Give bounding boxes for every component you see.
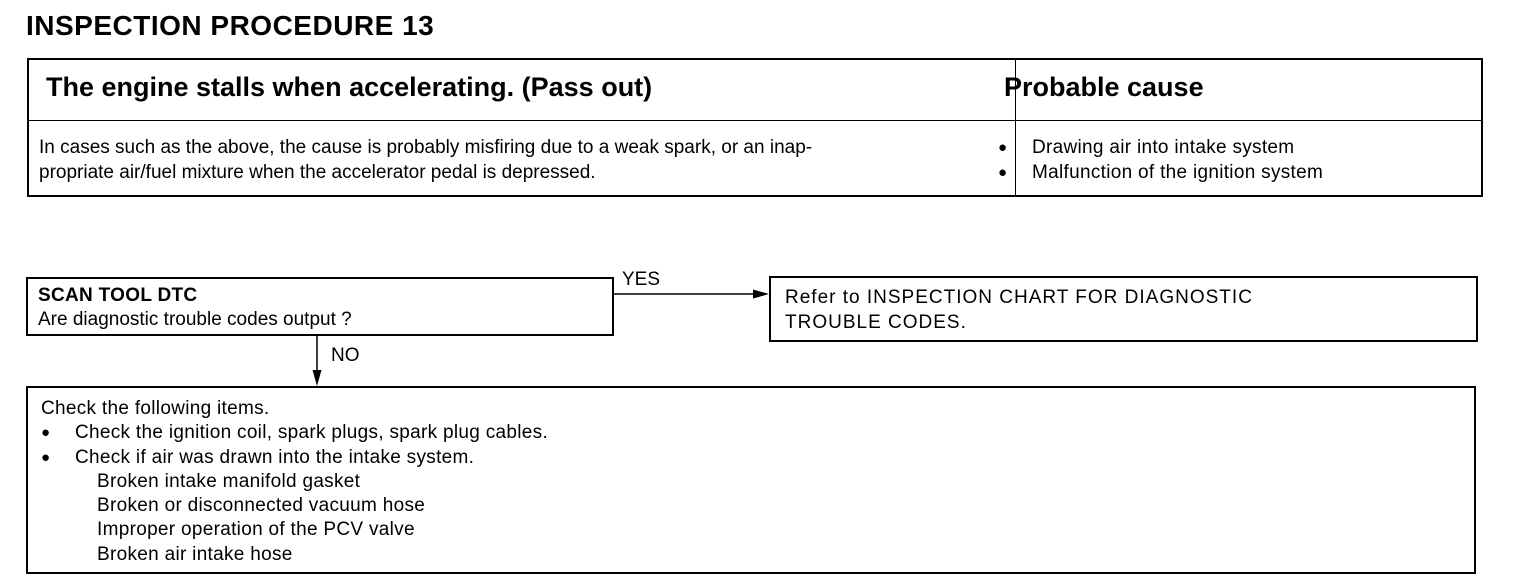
refer-text-line: Refer to INSPECTION CHART FOR DIAGNOSTIC bbox=[785, 287, 1253, 308]
bullet-icon: ● bbox=[998, 164, 1008, 181]
check-items-box bbox=[26, 386, 1476, 574]
check-sub-item: Improper operation of the PCV valve bbox=[97, 519, 415, 541]
probable-cause-item: Malfunction of the ignition system bbox=[1032, 162, 1324, 183]
check-item: Check if air was drawn into the intake system. bbox=[75, 446, 475, 468]
symptom-heading: The engine stalls when accelerating. (Pass out) bbox=[46, 72, 653, 102]
symptom-description-line: In cases such as the above, the cause is probably misfiring due to a weak spark, or an inap- bbox=[39, 137, 813, 158]
bullet-icon: ● bbox=[41, 448, 51, 466]
refer-text-line: TROUBLE CODES. bbox=[785, 312, 967, 333]
scan-tool-question: Are diagnostic trouble codes output ? bbox=[38, 309, 352, 330]
check-item: Check the ignition coil, spark plugs, spark plug cables. bbox=[75, 422, 549, 444]
check-intro: Check the following items. bbox=[41, 398, 270, 419]
check-sub-item: Broken air intake hose bbox=[97, 543, 293, 565]
check-sub-item: Broken intake manifold gasket bbox=[97, 470, 361, 492]
page-title: INSPECTION PROCEDURE 13 bbox=[26, 10, 435, 41]
bullet-icon: ● bbox=[41, 424, 51, 442]
no-label: NO bbox=[331, 345, 360, 366]
refer-text bbox=[785, 285, 1445, 335]
list-item bbox=[41, 421, 548, 445]
scan-tool-heading: SCAN TOOL DTC bbox=[38, 285, 198, 306]
symptom-description-line: propriate air/fuel mixture when the accelerator pedal is depressed. bbox=[39, 162, 596, 183]
list-item bbox=[41, 446, 548, 470]
no-arrowhead-icon bbox=[313, 370, 322, 386]
yes-arrowhead-icon bbox=[753, 290, 769, 299]
probable-cause-item: Drawing air into intake system bbox=[1032, 137, 1295, 158]
yes-label: YES bbox=[622, 269, 661, 290]
probable-cause-heading: Probable cause bbox=[1004, 72, 1204, 102]
check-sub-item: Broken or disconnected vacuum hose bbox=[97, 495, 426, 517]
check-items-text bbox=[41, 397, 548, 567]
bullet-icon: ● bbox=[998, 139, 1008, 156]
scan-tool-dtc-box bbox=[26, 277, 614, 336]
refer-inspection-chart-box bbox=[769, 276, 1478, 342]
